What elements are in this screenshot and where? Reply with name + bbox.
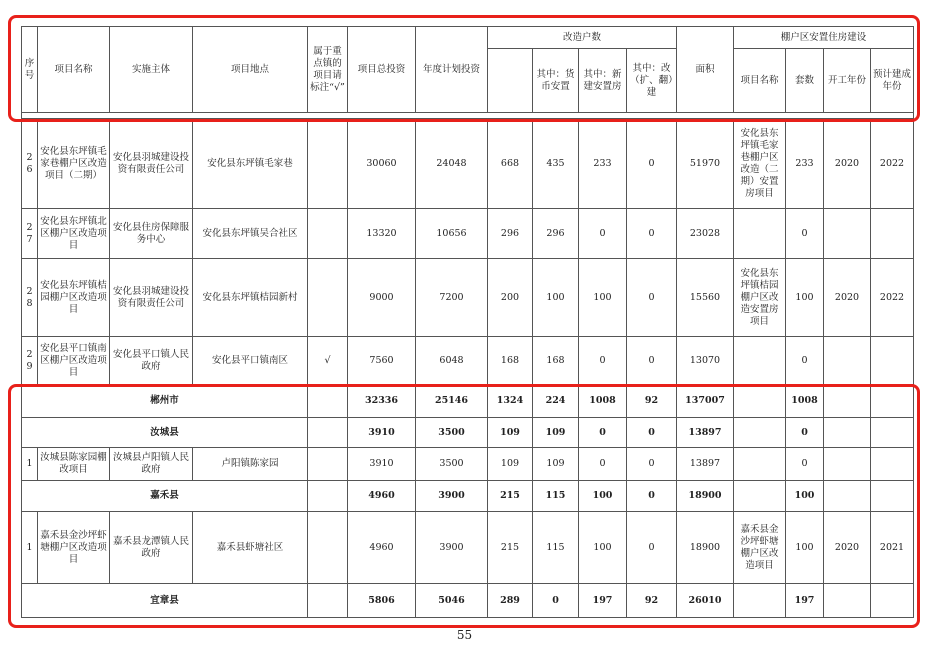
cell-seq: 1	[22, 448, 38, 481]
cell-key-town	[308, 448, 348, 481]
cell-area: 137007	[677, 385, 734, 418]
cell-expected	[871, 337, 914, 385]
header-location: 项目地点	[193, 27, 308, 113]
cell-households: 289	[488, 584, 533, 618]
project-table	[21, 26, 914, 618]
cell-monetary: 115	[533, 512, 579, 584]
cell-monetary: 109	[533, 418, 579, 448]
header-key-town: 属于重点镇的项目请标注“√”	[308, 27, 348, 113]
subtotal-label: 宜章县	[22, 584, 308, 618]
cell-monetary: 109	[533, 448, 579, 481]
cell-seq: 1	[22, 512, 38, 584]
cell-monetary: 0	[533, 584, 579, 618]
cell-expected	[871, 418, 914, 448]
header-project-name: 项目名称	[38, 27, 110, 113]
cell-implementer: 安化县羽城建设投资有限责任公司	[110, 119, 193, 209]
cell-res-name: 安化县东坪镇桔园棚户区改造安置房项目	[734, 259, 786, 337]
cell-total: 30060	[348, 119, 416, 209]
subtotal-row	[22, 481, 914, 512]
cell-area: 51970	[677, 119, 734, 209]
cell-households: 109	[488, 448, 533, 481]
table-row	[22, 512, 914, 584]
subtotal-row	[22, 584, 914, 618]
cell-implementer: 嘉禾县龙潭镇人民政府	[110, 512, 193, 584]
header-area: 面积	[677, 27, 734, 113]
cell-area: 13070	[677, 337, 734, 385]
header-implementer: 实施主体	[110, 27, 193, 113]
cell-location: 安化县东坪镇毛家巷	[193, 119, 308, 209]
cell-annual: 6048	[416, 337, 488, 385]
cell-expected	[871, 448, 914, 481]
cell-rebuild: 0	[627, 119, 677, 209]
cell-annual: 24048	[416, 119, 488, 209]
cell-units: 1008	[786, 385, 824, 418]
cell-rebuild: 0	[627, 418, 677, 448]
cell-rebuild: 0	[627, 481, 677, 512]
cell-new-housing: 1008	[579, 385, 627, 418]
cell-annual: 25146	[416, 385, 488, 418]
cell-monetary: 115	[533, 481, 579, 512]
cell-seq: 26	[22, 119, 38, 209]
cell-project-name: 汝城县陈家园棚改项目	[38, 448, 110, 481]
cell-project-name: 安化县东坪镇毛家巷棚户区改造项目（二期）	[38, 119, 110, 209]
cell-units: 0	[786, 418, 824, 448]
table-row	[22, 209, 914, 259]
cell-location: 安化县东坪镇吴合社区	[193, 209, 308, 259]
cell-start: 2020	[824, 512, 871, 584]
cell-project-name: 嘉禾县金沙坪虾塘棚户区改造项目	[38, 512, 110, 584]
cell-res-name: 嘉禾县金沙坪虾塘棚户区改造项目	[734, 512, 786, 584]
subtotal-label: 汝城县	[22, 418, 308, 448]
cell-households: 1324	[488, 385, 533, 418]
cell-start	[824, 584, 871, 618]
table-row	[22, 448, 914, 481]
cell-res-name	[734, 448, 786, 481]
cell-area: 26010	[677, 584, 734, 618]
table-row	[22, 119, 914, 209]
table-header	[22, 27, 914, 113]
cell-monetary: 100	[533, 259, 579, 337]
cell-start	[824, 209, 871, 259]
header-expand-rebuild: 其中：改（扩、翻）建	[627, 49, 677, 113]
cell-key-town	[308, 385, 348, 418]
cell-area: 13897	[677, 448, 734, 481]
cell-units: 233	[786, 119, 824, 209]
cell-area: 23028	[677, 209, 734, 259]
cell-start	[824, 385, 871, 418]
cell-new-housing: 0	[579, 418, 627, 448]
cell-total: 32336	[348, 385, 416, 418]
cell-project-name: 安化县东坪镇北区棚户区改造项目	[38, 209, 110, 259]
cell-new-housing: 100	[579, 512, 627, 584]
header-new-housing: 其中：新建安置房	[579, 49, 627, 113]
cell-key-town	[308, 481, 348, 512]
cell-annual: 3900	[416, 512, 488, 584]
table-row	[22, 337, 914, 385]
page-number: 55	[456, 628, 473, 642]
cell-annual: 7200	[416, 259, 488, 337]
header-resettlement: 棚户区安置住房建设	[734, 27, 914, 49]
cell-start	[824, 448, 871, 481]
cell-start: 2020	[824, 259, 871, 337]
cell-new-housing: 0	[579, 337, 627, 385]
cell-start: 2020	[824, 119, 871, 209]
cell-res-name	[734, 584, 786, 618]
cell-new-housing: 100	[579, 481, 627, 512]
cell-implementer: 汝城县卢阳镇人民政府	[110, 448, 193, 481]
cell-implementer: 安化县平口镇人民政府	[110, 337, 193, 385]
cell-monetary: 435	[533, 119, 579, 209]
cell-seq: 28	[22, 259, 38, 337]
cell-res-name	[734, 385, 786, 418]
header-units: 套数	[786, 49, 824, 113]
cell-location: 安化县平口镇南区	[193, 337, 308, 385]
cell-res-name: 安化县东坪镇毛家巷棚户区改造（二期）安置房项目	[734, 119, 786, 209]
cell-units: 0	[786, 337, 824, 385]
cell-total: 4960	[348, 481, 416, 512]
cell-project-name: 安化县平口镇南区棚户区改造项目	[38, 337, 110, 385]
table-row	[22, 259, 914, 337]
subtotal-row	[22, 418, 914, 448]
cell-rebuild: 0	[627, 448, 677, 481]
cell-implementer: 安化县羽城建设投资有限责任公司	[110, 259, 193, 337]
cell-total: 7560	[348, 337, 416, 385]
cell-res-name	[734, 481, 786, 512]
cell-annual: 3500	[416, 448, 488, 481]
cell-annual: 5046	[416, 584, 488, 618]
header-expected-year: 预计建成年份	[871, 49, 914, 113]
header-monetary: 其中：货币安置	[533, 49, 579, 113]
cell-location: 安化县东坪镇桔园新村	[193, 259, 308, 337]
cell-implementer: 安化县住房保障服务中心	[110, 209, 193, 259]
cell-annual: 10656	[416, 209, 488, 259]
cell-expected: 2022	[871, 119, 914, 209]
cell-area: 18900	[677, 512, 734, 584]
cell-monetary: 168	[533, 337, 579, 385]
cell-key-town	[308, 209, 348, 259]
cell-total: 3910	[348, 448, 416, 481]
cell-rebuild: 92	[627, 385, 677, 418]
cell-start	[824, 418, 871, 448]
cell-key-town	[308, 418, 348, 448]
cell-annual: 3900	[416, 481, 488, 512]
cell-households: 215	[488, 481, 533, 512]
header-start-year: 开工年份	[824, 49, 871, 113]
cell-units: 100	[786, 259, 824, 337]
cell-total: 3910	[348, 418, 416, 448]
cell-units: 0	[786, 209, 824, 259]
cell-units: 0	[786, 448, 824, 481]
subtotal-label: 嘉禾县	[22, 481, 308, 512]
cell-res-name	[734, 418, 786, 448]
cell-expected	[871, 481, 914, 512]
cell-project-name: 安化县东坪镇桔园棚户区改造项目	[38, 259, 110, 337]
cell-units: 100	[786, 481, 824, 512]
cell-location: 卢阳镇陈家园	[193, 448, 308, 481]
cell-key-town	[308, 584, 348, 618]
cell-new-housing: 233	[579, 119, 627, 209]
cell-res-name	[734, 337, 786, 385]
cell-total: 4960	[348, 512, 416, 584]
cell-res-name	[734, 209, 786, 259]
cell-expected	[871, 584, 914, 618]
cell-key-town: √	[308, 337, 348, 385]
header-renovation-households: 改造户数	[488, 27, 677, 49]
cell-expected	[871, 209, 914, 259]
cell-households: 168	[488, 337, 533, 385]
cell-area: 15560	[677, 259, 734, 337]
cell-seq: 27	[22, 209, 38, 259]
cell-area: 13897	[677, 418, 734, 448]
cell-rebuild: 0	[627, 512, 677, 584]
cell-households: 200	[488, 259, 533, 337]
cell-new-housing: 100	[579, 259, 627, 337]
cell-expected: 2021	[871, 512, 914, 584]
cell-new-housing: 0	[579, 209, 627, 259]
subtotal-row	[22, 385, 914, 418]
cell-rebuild: 92	[627, 584, 677, 618]
cell-total: 9000	[348, 259, 416, 337]
cell-start	[824, 481, 871, 512]
cell-rebuild: 0	[627, 337, 677, 385]
cell-monetary: 224	[533, 385, 579, 418]
cell-rebuild: 0	[627, 259, 677, 337]
subtotal-label: 郴州市	[22, 385, 308, 418]
cell-area: 18900	[677, 481, 734, 512]
cell-expected: 2022	[871, 259, 914, 337]
header-total-investment: 项目总投资	[348, 27, 416, 113]
cell-households: 668	[488, 119, 533, 209]
cell-annual: 3500	[416, 418, 488, 448]
cell-key-town	[308, 512, 348, 584]
cell-new-housing: 0	[579, 448, 627, 481]
cell-new-housing: 197	[579, 584, 627, 618]
header-seq: 序号	[22, 27, 38, 113]
cell-expected	[871, 385, 914, 418]
cell-households: 215	[488, 512, 533, 584]
cell-key-town	[308, 119, 348, 209]
cell-key-town	[308, 259, 348, 337]
cell-total: 5806	[348, 584, 416, 618]
cell-households: 296	[488, 209, 533, 259]
header-annual-investment: 年度计划投资	[416, 27, 488, 113]
cell-units: 197	[786, 584, 824, 618]
header-households-total	[488, 49, 533, 113]
cell-units: 100	[786, 512, 824, 584]
cell-households: 109	[488, 418, 533, 448]
cell-total: 13320	[348, 209, 416, 259]
cell-start	[824, 337, 871, 385]
cell-monetary: 296	[533, 209, 579, 259]
header-res-project-name: 项目名称	[734, 49, 786, 113]
cell-rebuild: 0	[627, 209, 677, 259]
cell-seq: 29	[22, 337, 38, 385]
cell-location: 嘉禾县虾塘社区	[193, 512, 308, 584]
